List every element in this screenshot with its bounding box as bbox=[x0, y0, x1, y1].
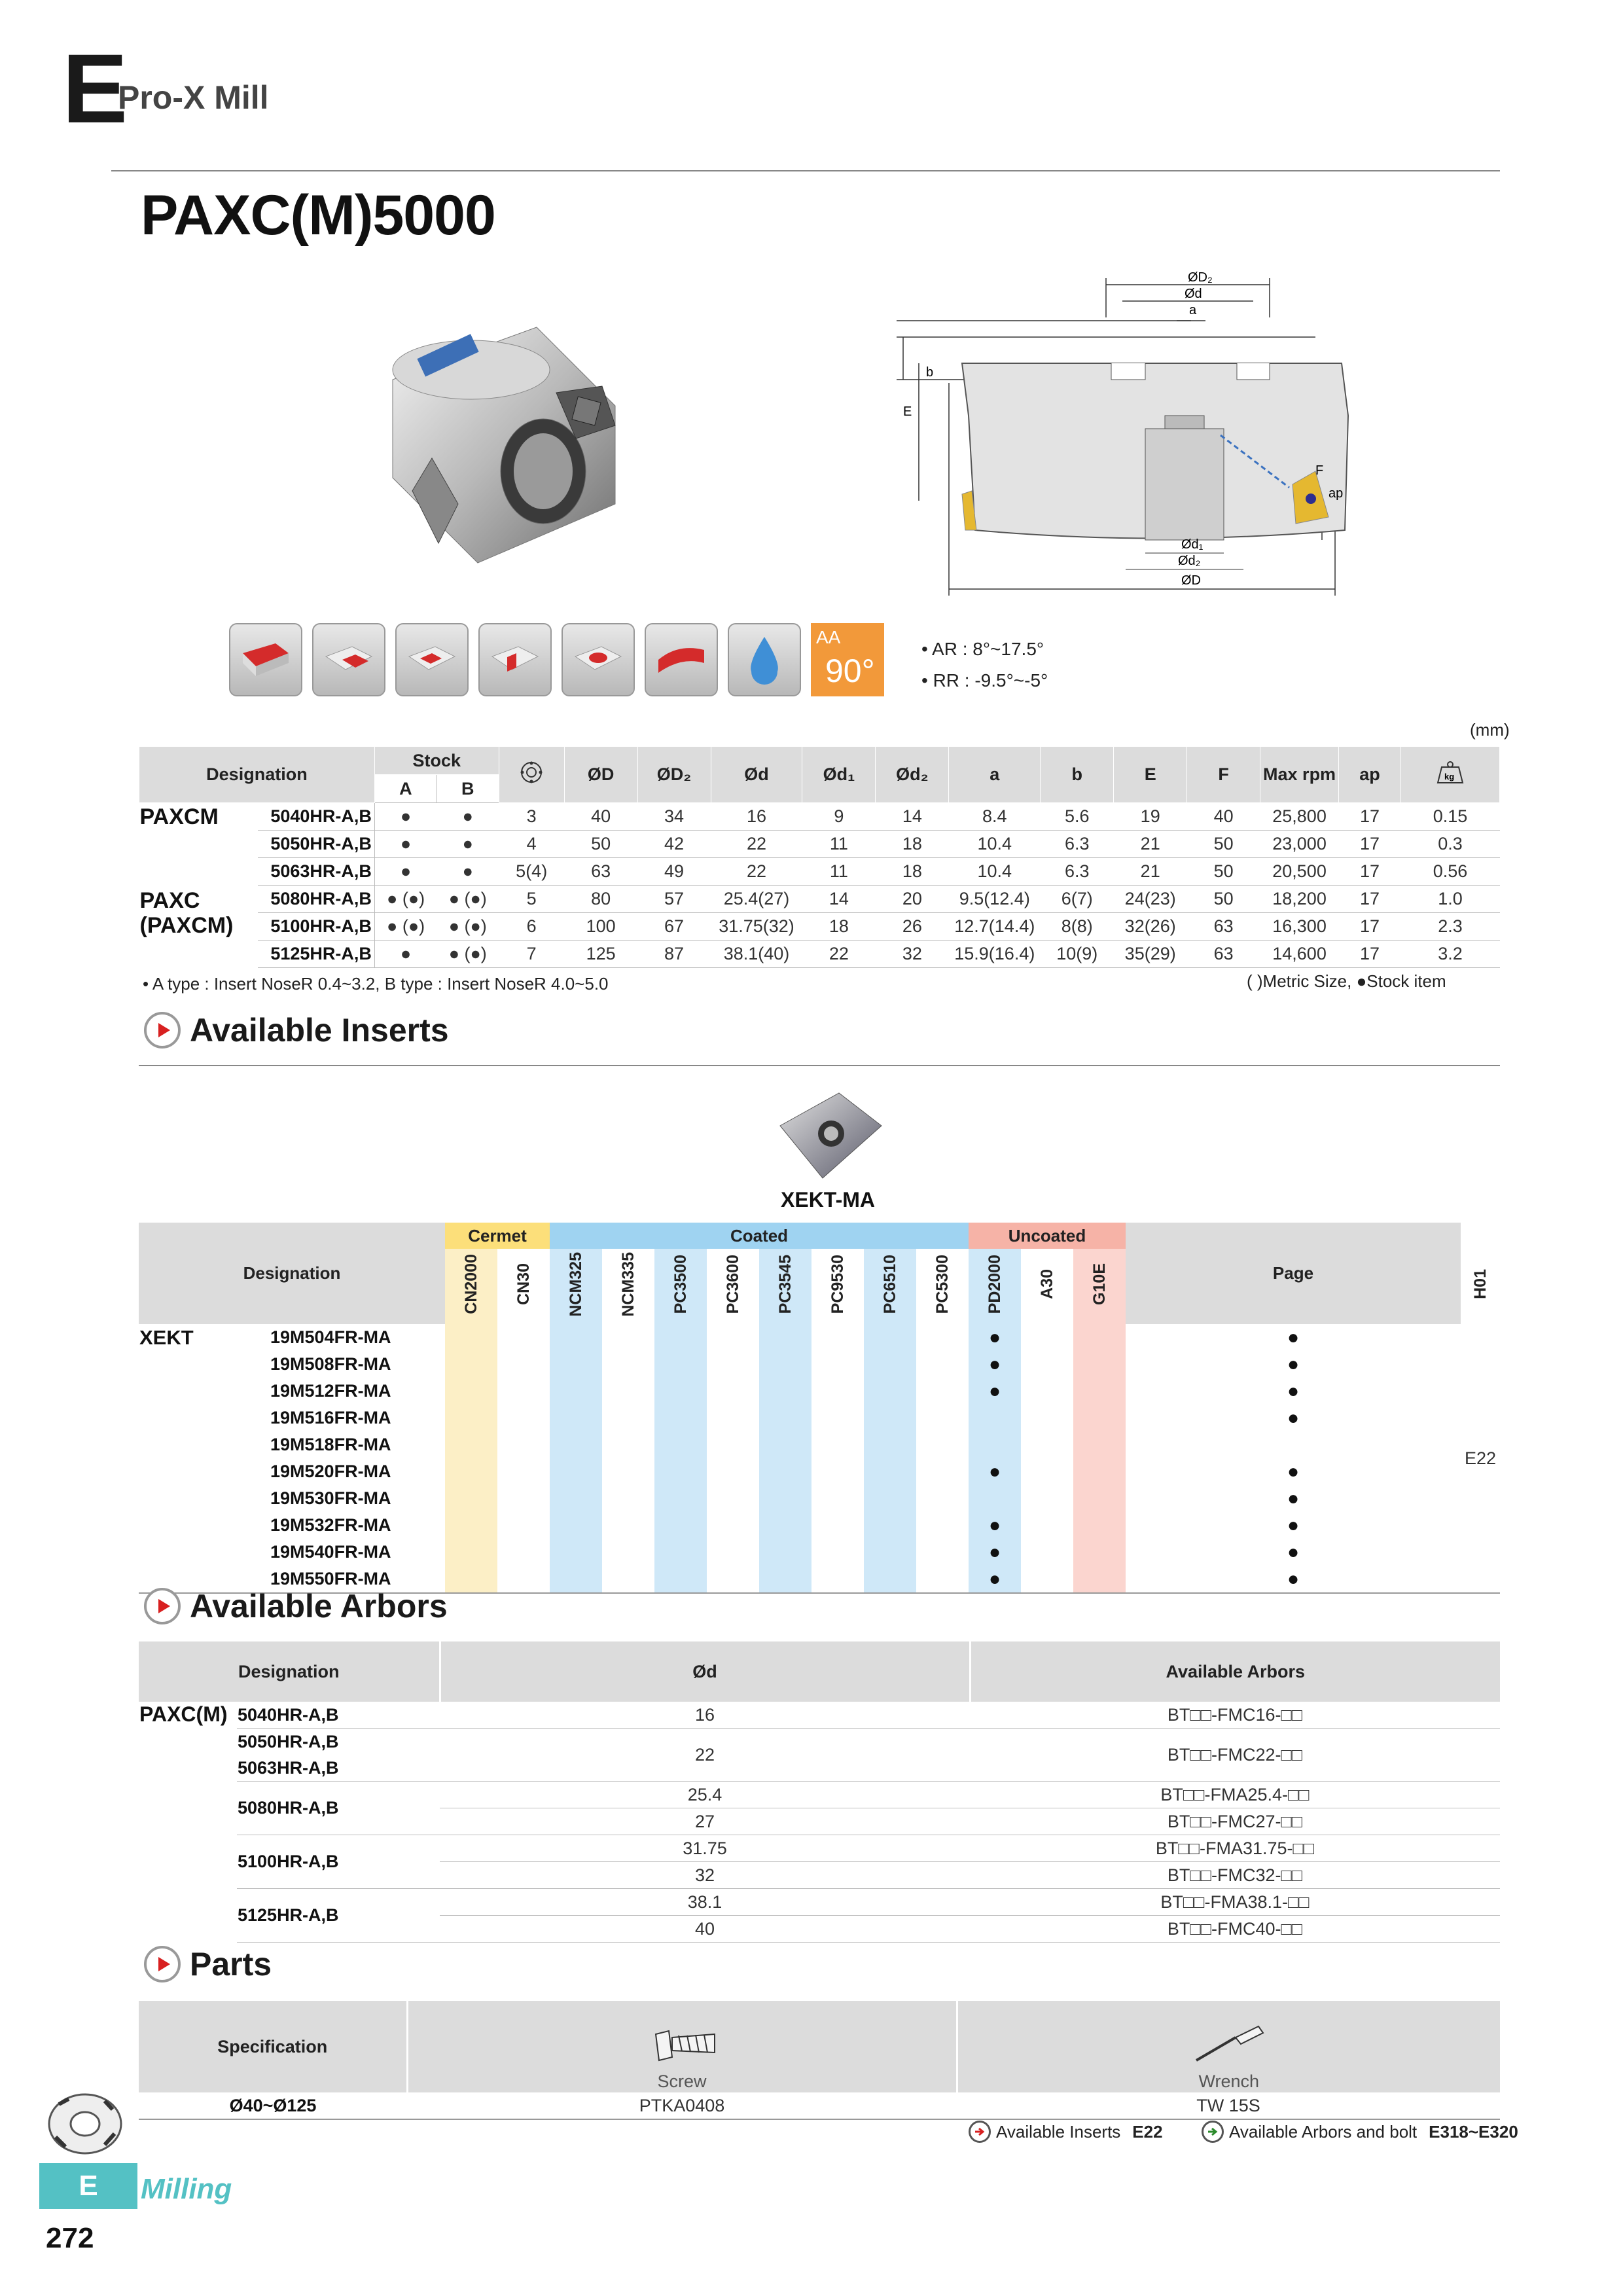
grade-mark bbox=[550, 1431, 602, 1458]
ins-col-cermet: Cermet bbox=[445, 1223, 550, 1249]
label-D2: ØD₂ bbox=[1188, 270, 1213, 285]
table-row: 5100HR-A,B 31.75 BT□□-FMA31.75-□□ bbox=[139, 1835, 1500, 1862]
grade-mark bbox=[497, 1431, 550, 1458]
ins-col-designation: Designation bbox=[139, 1223, 445, 1324]
grade-mark bbox=[445, 1324, 497, 1351]
grade-mark bbox=[1021, 1539, 1073, 1566]
grade-mark bbox=[969, 1405, 1021, 1431]
category-label: Milling bbox=[141, 2173, 232, 2205]
table-row bbox=[139, 1458, 1500, 1485]
arrow-right-icon bbox=[969, 2121, 991, 2143]
grade-mark bbox=[916, 1324, 969, 1351]
grade-mark bbox=[445, 1485, 497, 1512]
grade-mark bbox=[550, 1539, 602, 1566]
grade-mark bbox=[759, 1458, 812, 1485]
series-paxc: PAXC (PAXCM) bbox=[139, 888, 234, 938]
inserts-table bbox=[139, 1223, 1500, 1594]
grade-mark bbox=[1021, 1405, 1073, 1431]
grade-mark: ● bbox=[1126, 1539, 1461, 1566]
col-stock-a: A bbox=[374, 775, 437, 803]
grade-mark bbox=[550, 1405, 602, 1431]
col-stock-b: B bbox=[437, 775, 499, 803]
label-a: a bbox=[1189, 303, 1197, 317]
insert-designation: 19M520FR-MA bbox=[270, 1462, 391, 1481]
grade-mark bbox=[654, 1378, 707, 1405]
ins-page-ref: E22 bbox=[1464, 1448, 1497, 1468]
grade-mark bbox=[497, 1512, 550, 1539]
table-row: PAXC(M) 5040HR-A,B 16 BT□□-FMC16-□□ bbox=[139, 1702, 1500, 1729]
grade-mark bbox=[602, 1378, 654, 1405]
insert-designation: 19M530FR-MA bbox=[270, 1488, 391, 1508]
grade-mark bbox=[812, 1324, 864, 1351]
grade-mark bbox=[812, 1378, 864, 1405]
screw-label: Screw bbox=[657, 2072, 707, 2091]
radial-rake: • RR : -9.5°~-5° bbox=[921, 670, 1048, 691]
grade-mark bbox=[864, 1431, 916, 1458]
grade-mark bbox=[1073, 1324, 1126, 1351]
grade-mark bbox=[1021, 1324, 1073, 1351]
grade-mark: ● bbox=[969, 1512, 1021, 1539]
grade-mark bbox=[916, 1458, 969, 1485]
grade-mark bbox=[654, 1539, 707, 1566]
grade-mark bbox=[864, 1512, 916, 1539]
col-max-rpm: Max rpm bbox=[1260, 747, 1339, 803]
col-d1: Ød₁ bbox=[802, 747, 876, 803]
weight-unit: kg bbox=[1444, 772, 1455, 781]
grade-mark bbox=[1073, 1405, 1126, 1431]
grade-mark bbox=[445, 1566, 497, 1592]
grade-mark bbox=[1021, 1351, 1073, 1378]
insert-caption: XEKT-MA bbox=[781, 1188, 875, 1211]
grade-mark: ● bbox=[969, 1378, 1021, 1405]
page-title: PAXC(M)5000 bbox=[141, 184, 495, 247]
grade-mark bbox=[550, 1458, 602, 1485]
grade-mark bbox=[497, 1458, 550, 1485]
grade-mark bbox=[1021, 1431, 1073, 1458]
grade-mark: ● bbox=[1126, 1458, 1461, 1485]
wrench-icon bbox=[1190, 2021, 1268, 2067]
grade-mark bbox=[445, 1431, 497, 1458]
grade-mark bbox=[1021, 1458, 1073, 1485]
ins-col-page: Page bbox=[1126, 1223, 1461, 1324]
grade-mark bbox=[654, 1485, 707, 1512]
inserts-heading bbox=[144, 1011, 449, 1049]
table-row: Ø40~Ø125 PTKA0408 TW 15S bbox=[139, 2092, 1500, 2119]
grade-mark: ● bbox=[1126, 1378, 1461, 1405]
grade-mark bbox=[445, 1351, 497, 1378]
grade-mark bbox=[812, 1431, 864, 1458]
grade-mark bbox=[550, 1378, 602, 1405]
grade-mark bbox=[864, 1351, 916, 1378]
grade-mark bbox=[602, 1512, 654, 1539]
grade-mark bbox=[445, 1378, 497, 1405]
table-row: 5063HR-A,B ● ● 5(4) 63 49 22 11 18 10.4 6.3 21 50 20,500 17 0.56 bbox=[139, 858, 1500, 886]
table-row bbox=[139, 1378, 1500, 1405]
grade-mark bbox=[1073, 1351, 1126, 1378]
aa-label: AA bbox=[816, 627, 841, 647]
grade-mark bbox=[1021, 1512, 1073, 1539]
grade-mark bbox=[759, 1351, 812, 1378]
grade-mark bbox=[864, 1324, 916, 1351]
label-d1: Ød₁ bbox=[1181, 537, 1204, 552]
grade-mark bbox=[602, 1566, 654, 1592]
insert-designation: 19M508FR-MA bbox=[270, 1354, 391, 1374]
col-F: F bbox=[1187, 747, 1260, 803]
grade-mark bbox=[812, 1485, 864, 1512]
grade-mark bbox=[654, 1431, 707, 1458]
grade-mark bbox=[759, 1485, 812, 1512]
table-row bbox=[139, 1539, 1500, 1566]
parts-col-spec: Specification bbox=[139, 2001, 407, 2092]
grade-mark bbox=[602, 1351, 654, 1378]
col-ap: ap bbox=[1339, 747, 1401, 803]
table-row: 5050HR-A,B 22 BT□□-FMC22-□□ bbox=[139, 1729, 1500, 1755]
grade-mark bbox=[497, 1378, 550, 1405]
arrow-right-icon bbox=[1202, 2121, 1224, 2143]
arb-col-designation: Designation bbox=[139, 1641, 440, 1702]
grade-mark bbox=[654, 1566, 707, 1592]
grade-mark bbox=[497, 1351, 550, 1378]
grade-mark bbox=[707, 1539, 759, 1566]
dimension-diagram bbox=[864, 265, 1344, 602]
shoulder-milling-icon bbox=[312, 623, 385, 696]
table-row: 5080HR-A,B 25.4 BT□□-FMA25.4-□□ bbox=[139, 1782, 1500, 1808]
col-E: E bbox=[1114, 747, 1187, 803]
grade-mark bbox=[550, 1485, 602, 1512]
inserts-body bbox=[139, 1324, 1500, 1594]
grade-mark bbox=[707, 1485, 759, 1512]
application-icons bbox=[229, 623, 884, 696]
col-designation: Designation bbox=[139, 747, 375, 803]
grade-mark bbox=[1021, 1378, 1073, 1405]
grade-mark bbox=[759, 1431, 812, 1458]
grade-mark bbox=[445, 1512, 497, 1539]
grade-mark: ● bbox=[969, 1324, 1021, 1351]
grade-mark bbox=[1073, 1512, 1126, 1539]
grade-mark bbox=[916, 1351, 969, 1378]
insert-designation: 19M540FR-MA bbox=[270, 1542, 391, 1562]
section-tab: E bbox=[39, 2163, 137, 2209]
ins-col-coated: Coated bbox=[550, 1223, 969, 1249]
grade-mark bbox=[1073, 1431, 1126, 1458]
grade-mark bbox=[707, 1431, 759, 1458]
col-b: b bbox=[1041, 747, 1114, 803]
label-b: b bbox=[926, 365, 934, 380]
col-D2: ØD₂ bbox=[637, 747, 711, 803]
legend-note: ( )Metric Size, ●Stock item bbox=[1247, 971, 1446, 991]
grade-mark bbox=[759, 1324, 812, 1351]
table-row: 27 BT□□-FMC27-□□ bbox=[139, 1808, 1500, 1835]
parts-table bbox=[139, 2001, 1500, 2120]
grade-mark bbox=[497, 1539, 550, 1566]
table-row: 5100HR-A,B ● (●) ● (●) 6 100 67 31.75(32) 18 26 12.7(14.4) 8(8) 32(26) 63 16,300 17 2.3 bbox=[139, 913, 1500, 941]
insert-designation: 19M518FR-MA bbox=[270, 1435, 391, 1454]
spec-body bbox=[139, 803, 1500, 968]
table-row: 32 BT□□-FMC32-□□ bbox=[139, 1862, 1500, 1889]
label-F: F bbox=[1315, 463, 1324, 478]
grade-mark bbox=[864, 1485, 916, 1512]
table-row bbox=[139, 1485, 1500, 1512]
grade-mark bbox=[812, 1351, 864, 1378]
insert-type-note: • A type : Insert NoseR 0.4~3.2, B type : Insert NoseR 4.0~5.0 bbox=[143, 974, 609, 994]
grade-mark bbox=[602, 1458, 654, 1485]
grade-mark bbox=[1073, 1539, 1126, 1566]
label-d2: Ød₂ bbox=[1178, 554, 1201, 568]
grade-mark bbox=[1021, 1566, 1073, 1592]
angle-value: 90° bbox=[825, 653, 875, 689]
series-paxcm: PAXCM bbox=[139, 804, 219, 829]
pocket-milling-icon bbox=[562, 623, 635, 696]
label-d: Ød bbox=[1185, 287, 1202, 301]
grade-mark bbox=[759, 1566, 812, 1592]
link-available-inserts[interactable]: Available Inserts E22 bbox=[969, 2121, 1163, 2143]
arb-col-d: Ød bbox=[440, 1641, 970, 1702]
grade-mark bbox=[602, 1539, 654, 1566]
ins-series: XEKT bbox=[139, 1325, 194, 1349]
grade-mark bbox=[916, 1405, 969, 1431]
grade-mark bbox=[602, 1405, 654, 1431]
grade-mark bbox=[812, 1458, 864, 1485]
table-row: 5125HR-A,B ● ● (●) 7 125 87 38.1(40) 22 32 15.9(16.4) 10(9) 35(29) 63 14,600 17 3.2 bbox=[139, 941, 1500, 968]
inserts-title: Available Inserts bbox=[190, 1012, 449, 1049]
arb-col-arbors: Available Arbors bbox=[970, 1641, 1500, 1702]
col-a: a bbox=[949, 747, 1041, 803]
page-number: 272 bbox=[46, 2222, 94, 2254]
header-divider bbox=[111, 170, 1500, 171]
slot-milling-icon bbox=[395, 623, 469, 696]
insert-image bbox=[767, 1086, 891, 1185]
label-E: E bbox=[903, 404, 912, 419]
arbors-body bbox=[139, 1702, 1500, 1943]
grade-mark bbox=[707, 1324, 759, 1351]
section-letter: E bbox=[62, 33, 128, 143]
axial-rake: • AR : 8°~17.5° bbox=[921, 639, 1044, 659]
grade-mark bbox=[550, 1566, 602, 1592]
col-teeth-icon bbox=[499, 747, 564, 803]
grade-mark bbox=[707, 1351, 759, 1378]
grade-mark bbox=[654, 1324, 707, 1351]
wrench-label: Wrench bbox=[1198, 2072, 1260, 2091]
grade-mark bbox=[864, 1378, 916, 1405]
col-stock: Stock bbox=[374, 747, 499, 775]
cutter-photo bbox=[366, 308, 641, 569]
arb-series: PAXC(M) bbox=[139, 1702, 228, 1726]
grade-mark bbox=[654, 1351, 707, 1378]
grade-mark bbox=[654, 1512, 707, 1539]
grade-mark bbox=[1073, 1458, 1126, 1485]
grade-mark: ● bbox=[1126, 1566, 1461, 1592]
play-icon bbox=[144, 1588, 181, 1624]
grade-mark bbox=[864, 1405, 916, 1431]
table-row: 5050HR-A,B ● ● 4 50 42 22 11 18 10.4 6.3 21 50 23,000 17 0.3 bbox=[139, 831, 1500, 858]
milling-cutter-icon bbox=[39, 2085, 131, 2163]
col-d2: Ød₂ bbox=[876, 747, 949, 803]
table-row bbox=[139, 1512, 1500, 1539]
grade-mark bbox=[707, 1378, 759, 1405]
unit-label: (mm) bbox=[1470, 720, 1510, 740]
grade-mark bbox=[916, 1539, 969, 1566]
table-row: 5125HR-A,B 38.1 BT□□-FMA38.1-□□ bbox=[139, 1889, 1500, 1916]
grade-mark: ● bbox=[1126, 1485, 1461, 1512]
link-available-arbors[interactable]: Available Arbors and bolt E318~E320 bbox=[1202, 2121, 1518, 2143]
grade-mark: ● bbox=[1126, 1351, 1461, 1378]
insert-designation: 19M550FR-MA bbox=[270, 1569, 391, 1588]
table-row bbox=[139, 1405, 1500, 1431]
grade-mark bbox=[759, 1539, 812, 1566]
grade-mark bbox=[1073, 1485, 1126, 1512]
table-row: PAXCM 5040HR-A,B ● ● 3 40 34 16 9 14 8.4 5.6 19 40 25,800 17 0.15 bbox=[139, 803, 1500, 831]
grade-mark bbox=[969, 1431, 1021, 1458]
grade-mark bbox=[1021, 1485, 1073, 1512]
coolant-icon bbox=[728, 623, 801, 696]
grade-mark: ● bbox=[969, 1351, 1021, 1378]
grade-mark: ● bbox=[969, 1539, 1021, 1566]
inserts-divider bbox=[139, 1065, 1500, 1066]
grade-mark: ● bbox=[1126, 1405, 1461, 1431]
grade-mark bbox=[707, 1405, 759, 1431]
insert-designation: 19M532FR-MA bbox=[270, 1515, 391, 1535]
grade-mark bbox=[445, 1458, 497, 1485]
insert-designation: 19M516FR-MA bbox=[270, 1408, 391, 1427]
parts-heading bbox=[144, 1945, 272, 1983]
arbors-table bbox=[139, 1641, 1500, 1943]
arbors-title: Available Arbors bbox=[190, 1588, 448, 1624]
grade-mark bbox=[916, 1485, 969, 1512]
grade-mark bbox=[497, 1324, 550, 1351]
insert-designation: 19M504FR-MA bbox=[270, 1327, 391, 1347]
table-row bbox=[139, 1324, 1500, 1351]
grade-mark bbox=[445, 1405, 497, 1431]
grade-mark bbox=[497, 1566, 550, 1592]
grade-mark bbox=[602, 1324, 654, 1351]
table-row: 5063HR-A,B bbox=[139, 1755, 1500, 1782]
approach-angle-badge bbox=[811, 623, 884, 696]
grade-mark bbox=[550, 1324, 602, 1351]
grade-mark bbox=[916, 1378, 969, 1405]
grade-mark bbox=[812, 1405, 864, 1431]
grade-mark bbox=[969, 1485, 1021, 1512]
parts-title: Parts bbox=[190, 1946, 272, 1982]
rake-angles bbox=[921, 634, 1048, 696]
step-milling-icon bbox=[478, 623, 552, 696]
insert-designation: 19M512FR-MA bbox=[270, 1381, 391, 1401]
table-row: PAXC (PAXCM) 5080HR-A,B ● (●) ● (●) 5 80 57 25.4(27) 14 20 9.5(12.4) 6(7) 24(23) 50 18,200 17 1.0 bbox=[139, 886, 1500, 913]
grade-mark bbox=[916, 1566, 969, 1592]
grade-mark bbox=[497, 1485, 550, 1512]
grade-mark bbox=[550, 1512, 602, 1539]
contour-milling-icon bbox=[645, 623, 718, 696]
spec-table bbox=[139, 746, 1500, 968]
label-D: ØD bbox=[1181, 573, 1201, 588]
screw-icon bbox=[643, 2021, 721, 2067]
grade-mark bbox=[916, 1512, 969, 1539]
col-d: Ød bbox=[711, 747, 802, 803]
grade-mark bbox=[812, 1512, 864, 1539]
grade-mark bbox=[812, 1539, 864, 1566]
grade-mark: ● bbox=[1126, 1512, 1461, 1539]
grade-mark bbox=[707, 1458, 759, 1485]
grade-mark bbox=[1073, 1566, 1126, 1592]
grade-mark: ● bbox=[1126, 1324, 1461, 1351]
grade-mark bbox=[654, 1458, 707, 1485]
grade-mark bbox=[864, 1458, 916, 1485]
grade-mark bbox=[759, 1512, 812, 1539]
grade-mark bbox=[916, 1431, 969, 1458]
grade-mark bbox=[812, 1566, 864, 1592]
table-row bbox=[139, 1351, 1500, 1378]
grade-mark bbox=[497, 1405, 550, 1431]
grade-mark bbox=[550, 1351, 602, 1378]
table-row bbox=[139, 1431, 1500, 1458]
grade-mark bbox=[707, 1566, 759, 1592]
grade-mark bbox=[1126, 1431, 1461, 1458]
grade-mark bbox=[1073, 1378, 1126, 1405]
play-icon bbox=[144, 1946, 181, 1982]
ins-col-uncoated: Uncoated bbox=[969, 1223, 1126, 1249]
section-name: Pro-X Mill bbox=[118, 79, 269, 116]
grade-mark bbox=[445, 1539, 497, 1566]
col-weight bbox=[1400, 747, 1499, 803]
parts-col-wrench bbox=[957, 2001, 1500, 2092]
arbors-heading bbox=[144, 1587, 448, 1625]
grade-row: CN2000 CN30 NCM325 NCM335 PC3500 PC3600 PC3545 PC9530 PC6510 PC5300 PD2000 A30 G10E H01 bbox=[139, 1249, 1500, 1324]
face-milling-icon bbox=[229, 623, 302, 696]
grade-mark bbox=[602, 1431, 654, 1458]
label-ap: ap bbox=[1329, 486, 1344, 501]
col-D: ØD bbox=[564, 747, 637, 803]
grade-mark bbox=[707, 1512, 759, 1539]
grade-mark: ● bbox=[969, 1566, 1021, 1592]
grade-mark bbox=[864, 1539, 916, 1566]
grade-mark: ● bbox=[969, 1458, 1021, 1485]
parts-col-screw bbox=[407, 2001, 957, 2092]
play-icon bbox=[144, 1012, 181, 1049]
grade-mark bbox=[602, 1485, 654, 1512]
grade-mark bbox=[654, 1405, 707, 1431]
grade-mark bbox=[759, 1405, 812, 1431]
table-row: 40 BT□□-FMC40-□□ bbox=[139, 1916, 1500, 1943]
grade-mark bbox=[759, 1378, 812, 1405]
grade-mark bbox=[864, 1566, 916, 1592]
